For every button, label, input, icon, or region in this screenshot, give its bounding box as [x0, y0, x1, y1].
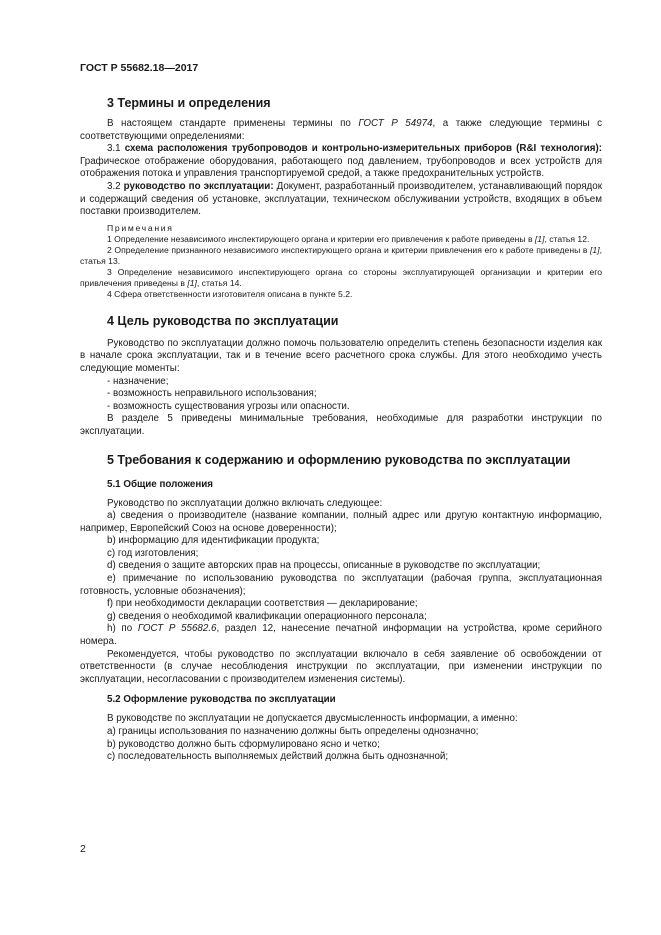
item-text: h) по: [107, 623, 138, 635]
list-item: c) год изготовления;: [107, 547, 199, 559]
intro-reference: ГОСТ Р 54974: [358, 118, 433, 129]
term-name: схема расположения трубопроводов и контрольно-измерительных приборов (R&I технология):: [124, 143, 603, 155]
subsection-5-2-intro: В руководстве по эксплуатации не допускается двусмысленность информации, а именно:: [107, 713, 518, 725]
list-item: f) при необходимости декларации соответствия — декларирование;: [107, 598, 418, 610]
page-number: 2: [80, 843, 86, 855]
note-text-end: , статья 12.: [544, 233, 590, 244]
term-3-1: [80, 143, 602, 181]
document-code-header: ГОСТ Р 55682.18—2017: [80, 62, 199, 74]
list-item: - возможность существования угрозы или опасности.: [107, 400, 350, 412]
note-text: 2 Определение признанного независимого инспектирующего органа и критерии привлечения его к работе приведены в: [107, 244, 591, 255]
term-name: руководство по эксплуатации:: [123, 180, 274, 192]
list-item: e) примечание по использованию руководства по эксплуатации (рабочая группа, эксплуатационная готовность, условные обозначения);: [80, 573, 602, 597]
note-4: 4 Сфера ответственности изготовителя описана в пункте 5.2.: [107, 288, 353, 299]
list-item: b) информацию для идентификации продукта;: [107, 535, 320, 547]
notes-title: Примечания: [107, 222, 174, 233]
term-number: 3.2: [107, 180, 124, 192]
note-text-end: , статья 14.: [196, 277, 242, 288]
section-3-intro: [80, 118, 602, 143]
list-item: [80, 623, 602, 648]
section-5-title: 5 Требования к содержанию и оформлению руководства по эксплуатации: [107, 452, 571, 467]
item-reference: ГОСТ Р 55682.6: [137, 623, 217, 635]
section-3-title: 3 Термины и определения: [107, 96, 271, 110]
note-1: [80, 234, 602, 245]
note-reference: [1]: [590, 244, 600, 255]
note-reference: [1]: [534, 233, 545, 244]
intro-text: В настоящем стандарте применены термины по: [107, 118, 359, 129]
note-reference: [1]: [187, 277, 197, 288]
term-3-2: [80, 181, 602, 219]
item-text-end: , раздел 12, нанесение печатной информации на устройства, кроме серийного номера.: [80, 623, 602, 648]
list-item: b) руководство должно быть сформулировано ясно и четко;: [107, 738, 380, 750]
section-4-title: 4 Цель руководства по эксплуатации: [107, 313, 339, 328]
subsection-5-1-intro: Руководство по эксплуатации должно включать следующее:: [107, 497, 383, 509]
list-item: - назначение;: [107, 375, 169, 387]
subsection-5-2-title: 5.2 Оформление руководства по эксплуатации: [107, 694, 336, 706]
list-item: - возможность неправильного использования;: [107, 388, 317, 400]
note-text: 1 Определение независимого инспектирующего органа и критерии его привлечения к работе приведены в: [107, 233, 535, 244]
section-4-paragraph-2: В разделе 5 приведены минимальные требования, необходимые для разработки инструкции по эксплуатации.: [80, 413, 602, 437]
intro-text-end: , а также следующие термины с соответствующими определениями:: [80, 118, 602, 142]
list-item: a) границы использования по назначению должны быть определены однозначно;: [107, 726, 479, 737]
list-item: c) последовательность выполняемых действий должна быть однозначной;: [107, 751, 449, 763]
note-3: [80, 267, 602, 289]
section-4-paragraph-1: Руководство по эксплуатации должно помочь пользователю определить степень безопасности изделия как в начале срока эксплуатации, так и в течение всего расчетного срока службы. Для этого необходимо учесть следующие моменты:: [80, 337, 602, 374]
note-text: 3 Определение независимого инспектирующего органа со стороны эксплуатирующей организации и критерии его привлечения приведены в: [80, 266, 602, 288]
recommendation-paragraph: Рекомендуется, чтобы руководство по эксплуатации включало в себя заявление об освобождении от ответственности (в случае несоблюдения инструкции по эксплуатации, при изменении инструкции по эксплуатации, несогласовании с производителем изменения системы).: [80, 648, 602, 685]
term-number: 3.1: [107, 143, 125, 155]
page-content: [80, 92, 602, 764]
list-item: а) сведения о производителе (название компании, полный адрес или другую контактную информацию, например, Европейский Союз на основе доверенности);: [80, 510, 602, 534]
note-2: [80, 245, 602, 267]
list-item: d) сведения о защите авторских прав на процессы, описанные в руководстве по эксплуатации;: [107, 560, 541, 572]
list-item: g) сведения о необходимой квалификации операционного персонала;: [107, 610, 427, 622]
term-definition: Графическое отображение оборудования, работающего под давлением, трубопроводов и всех устройств для отображения потока и управления транспортируемой средой, а также предохранительных устройств.: [80, 155, 602, 180]
subsection-5-1-title: 5.1 Общие положения: [107, 478, 214, 490]
note-text-end: , статья 13.: [80, 244, 602, 266]
term-definition: Документ, разработанный производителем, устанавливающий порядок и содержащий сведения об установке, эксплуатации, техническом обслуживании устройств, входящих в объем поставки производителем.: [80, 180, 602, 218]
